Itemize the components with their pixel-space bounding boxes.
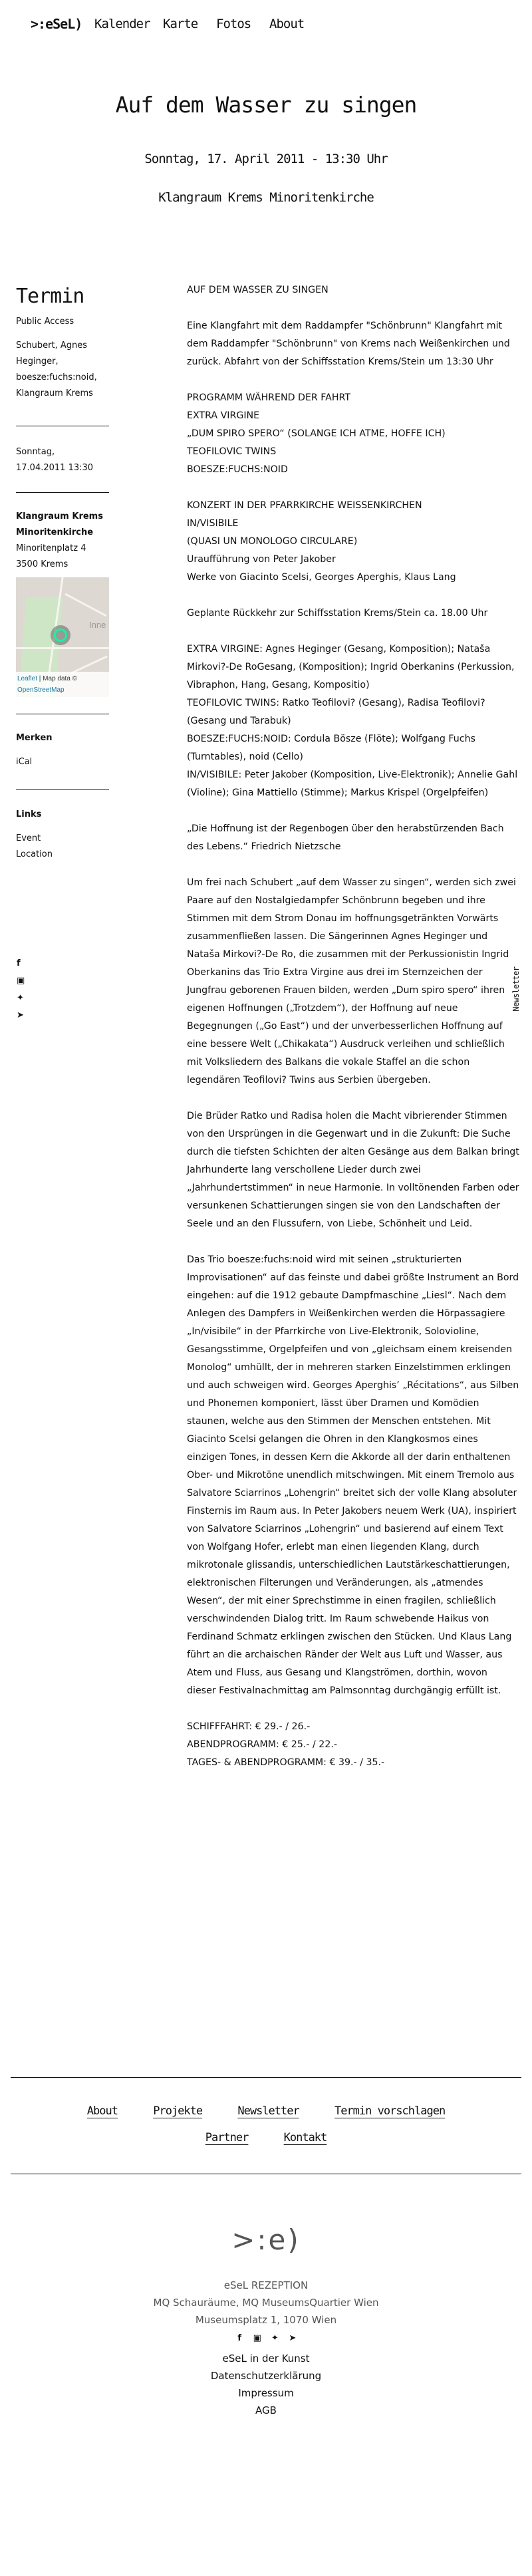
article-performers: EXTRA VIRGINE: Agnes Heginger (Gesang, Komposition); Nataša Mirkovi?-De RoGesang, (Komposition); Ingrid Oberkanins (Perkussion, Vibraphon, Hang, Gesang, Kompositio) TEOFILOVIC TWINS: Ratko Teofilovi? (Gesang), Radisa Teofilovi? (Gesang und Tarabuk) BOESZE:FUCHS:NOID: Cordula Bösze (Flöte); Wolfgang Fuchs (Turntables), noid (Cello) IN/VISIBILE: Peter Jakober (Komposition, Live-Elektronik); Annelie Gahl (Violine); Gina Mattiello (Stimme); Markus Krispel (Orgelpfeifen) [187,644,518,798]
map-road [16,647,109,649]
footer-link-termin-vorschlagen[interactable]: Termin vorschlagen [334,2104,446,2118]
nav-item-kalender[interactable]: Kalender [94,17,150,31]
sidebar-date-day: Sonntag, [16,447,55,457]
top-navigation [0,16,532,36]
event-date: Sonntag, 17. April 2011 - 13:30 Uhr [144,152,388,166]
footer-link-kontakt[interactable]: Kontakt [283,2131,327,2144]
article-program: PROGRAMM WÄHREND DER FAHRT EXTRA VIRGINE „DUM SPIRO SPERO“ (SOLANGE ICH ATME, HOFFE ICH) TEOFILOVIC TWINS BOESZE:FUCHS:NOID [187,392,446,475]
location-name[interactable]: Klangraum Krems Minoritenkirche [16,511,103,537]
openstreetmap-link[interactable]: OpenStreetMap [17,686,65,694]
twitter-icon[interactable]: ✦ [17,993,24,1003]
article-paragraph: Die Brüder Ratko und Radisa holen die Macht vibrierender Stimmen von den Ursprüngen in die Gegenwart und in die Zukunft: Die Suche durch die tiefsten Schichten der alten Gesänge aus dem Balkan bringt Jahrhunderte lang verschollene Lieder durch zwei „Jahrhundertstimmen“ in neue Harmonie. In volltönenden Farben oder versunkenen Schattierungen singen sie von den Landschaften der Seele und an den Flussufern, von Liebe, Schönheit und Leid. [187,1111,519,1229]
footer-logo: >:e) [231,2223,301,2256]
footer-meta-links [0,2350,532,2419]
footer-link-impressum[interactable]: Impressum [238,2387,294,2399]
sidebar-heading: Termin [16,285,84,308]
event-sidebar [16,285,109,573]
footer-link-agb[interactable]: AGB [255,2404,277,2416]
newsletter-tab[interactable] [509,962,524,1022]
site-logo[interactable]: >:eSeL) [31,16,82,32]
article-quote: „Die Hoffnung ist der Regenbogen über den herabstürzenden Bach des Lebens.“ Friedrich Nietzsche [187,823,504,852]
article-concert: KONZERT IN DER PFARRKIRCHE WEISSENKIRCHEN IN/VISIBILE (QUASI UN MONOLOGO CIRCULARE) Uraufführung von Peter Jakober Werke von Giacinto Scelsi, Georges Aperghis, Klaus Lang [187,500,456,583]
event-description [187,281,519,1790]
links-heading: Links [16,809,42,819]
article-prices: SCHIFFFAHRT: € 29.- / 26.- ABENDPROGRAMM: € 25.- / 22.- TAGES- & ABENDPROGRAMM: € 39.- / 35.- [187,1721,385,1768]
article-paragraph: Eine Klangfahrt mit dem Raddampfer "Schönbrunn" Klangfahrt mit dem Raddampfer "Schönbrunn" von Krems nach Weißenkirchen und zurück. Abfahrt von der Schiffsstation Krems/Stein um 13:30 Uhr [187,321,510,367]
map-road [65,593,106,617]
article-heading: AUF DEM WASSER ZU SINGEN [187,285,329,295]
location-city: 3500 Krems [16,559,68,569]
footer-link-esel-in-der-kunst[interactable]: eSeL in der Kunst [222,2353,310,2364]
location-street: Minoritenplatz 4 [16,543,86,553]
location-link[interactable]: Location [16,849,53,859]
map-attribution [16,672,109,697]
address-line: Museumsplatz 1, 1070 Wien [195,2314,337,2326]
nav-item-about[interactable]: About [269,17,305,31]
nav-item-karte[interactable]: Karte [163,17,198,31]
map-district-label: Inne [89,620,106,630]
article-paragraph: Das Trio boesze:fuchs:noid wird mit seinen „strukturierten Improvisationen“ auf das feinste und dabei größte Instrument an Bord eingehen: auf die 1912 gebaute Dampfmaschine „Liesl“. Nach dem Anlegen des Dampfers in Weißenkirchen werden die Hörpassagiere „In/visibile“ in der Pfarrkirche von Live-Elektronik, Solovioline, Gesangsstimme, Orgelpfeifen und von „gleichsam einem kreisenden Monolog“ umhüllt, der in mehreren starken Einzelstimmen erklingen und auch schweigen wird. Georges Aperghis’ „Récitations“, aus Silben und Phonemen komponiert, lässt über Dramen und Komödien staunen, welche aus den Stimmen der Menschen entstehen. Mit Giacinto Scelsi gelangen die Ohren in den Klangkosmos eines einzigen Tones, in dessen Kern die Akkorde all der darin enthaltenen Ober- und Mikrotöne unendlich mitschwingen. Mit einem Tremolo aus Salvatore Sciarrinos „Lohengrin“ breitet sich der volle Klang absoluter Finsternis im Raum aus. In Peter Jakobers neuem Werk (UA), inspiriert von Salvatore Sciarrinos „Lohengrin“ und basierend auf einem Text von Wolfgang Hofer, erlebt man einen liegenden Klang, durch mikrotonale glissandis, unterschiedlichen Lautstärkeschattierungen, elektronischen Filterungen und Veränderungen, als „atmendes Wesen“, der mit einer Sprechstimme in einen fragilen, schließlich verschwindenden Dialog tritt. Im Raum schwebende Haikus von Ferdinand Schmatz erklingen zwischen den Stücken. Und Klaus Lang führt an die archaischen Ränder der Welt aus Luft und Wasser, aus Atem und Fluss, aus Gesang und Klangströmen, dorthin, wovon dieser Festivalnachmittag am Palmsonntag durchgängig erfüllt ist. [187,1254,519,1696]
instagram-icon[interactable]: ▣ [253,2333,261,2343]
footer-link-projekte[interactable]: Projekte [153,2104,203,2118]
footer-social-links [0,2333,532,2343]
social-links-sidebar [17,955,30,1024]
footer-link-partner[interactable]: Partner [205,2131,249,2144]
event-tags: Schubert, Agnes Heginger, boesze:fuchs:noid, Klangraum Krems [16,341,97,398]
article-paragraph: Um frei nach Schubert „auf dem Wasser zu singen“, werden sich zwei Paare auf den Nostalgiedampfer Schönbrunn begeben und ihre Stimmen mit dem Strom Donau im hoffnungsgetränkten Vorwärts zusammenfließen lassen. Die Sängerinnen Agnes Heginger und Nataša Mirkovi?-De Ro, die zusammen mit der Perkussionistin Ingrid Oberkanins das Trio Extra Virgine aus drei im Sternzeichen der Jungfrau geborenen Frauen bilden, werden „Dum spiro spero“ ihren eigenen Hoffnungen („Trotzdem“), der Hoffnung auf neue Begegnungen („Go East“) und der unverbesserlichen Hoffnung auf eine bessere Welt („Chikakata“) Ausdruck verleihen und schließlich mit Volksliedern des Balkans die vokale Staffel an die schon legendären Teofilovi? Twins aus Serbien übergeben. [187,877,516,1085]
footer-link-newsletter[interactable]: Newsletter [237,2104,299,2118]
location-map[interactable] [16,577,109,697]
footer-link-about[interactable]: About [86,2104,118,2118]
merken-heading: Merken [16,733,53,743]
leaflet-link[interactable]: Leaflet [17,675,38,682]
sidebar-date-time: 17.04.2011 13:30 [16,463,94,473]
footer-address [0,2277,532,2329]
map-marker-icon[interactable] [54,629,67,642]
map-data-text: | Map data © [37,675,78,682]
telegram-icon[interactable]: ➤ [289,2333,297,2343]
article-return: Geplante Rückkehr zur Schiffsstation Krems/Stein ca. 18.00 Uhr [187,608,488,619]
page-title: Auf dem Wasser zu singen [115,92,417,118]
nav-item-fotos[interactable]: Fotos [216,17,251,31]
instagram-icon[interactable]: ▣ [17,976,25,986]
footer-link-datenschutz[interactable]: Datenschutzerklärung [210,2370,322,2382]
access-label: Public Access [16,317,74,327]
twitter-icon[interactable]: ✦ [271,2333,279,2343]
footer-links-row2 [0,2131,532,2144]
footer-links-row1 [0,2104,532,2118]
footer-divider [11,2077,521,2078]
divider [16,492,109,493]
address-line: MQ Schauräume, MQ MuseumsQuartier Wien [153,2297,379,2309]
facebook-icon[interactable]: f [237,2333,242,2343]
event-venue: Klangraum Krems Minoritenkirche [158,190,374,205]
sidebar-lower [16,714,109,863]
facebook-icon[interactable]: f [17,958,21,968]
event-link[interactable]: Event [16,833,41,843]
telegram-icon[interactable]: ➤ [17,1010,24,1020]
newsletter-tab-label: Newsletter [511,966,521,1012]
ical-link[interactable]: iCal [16,757,33,767]
address-line: eSeL REZEPTION [223,2279,309,2291]
